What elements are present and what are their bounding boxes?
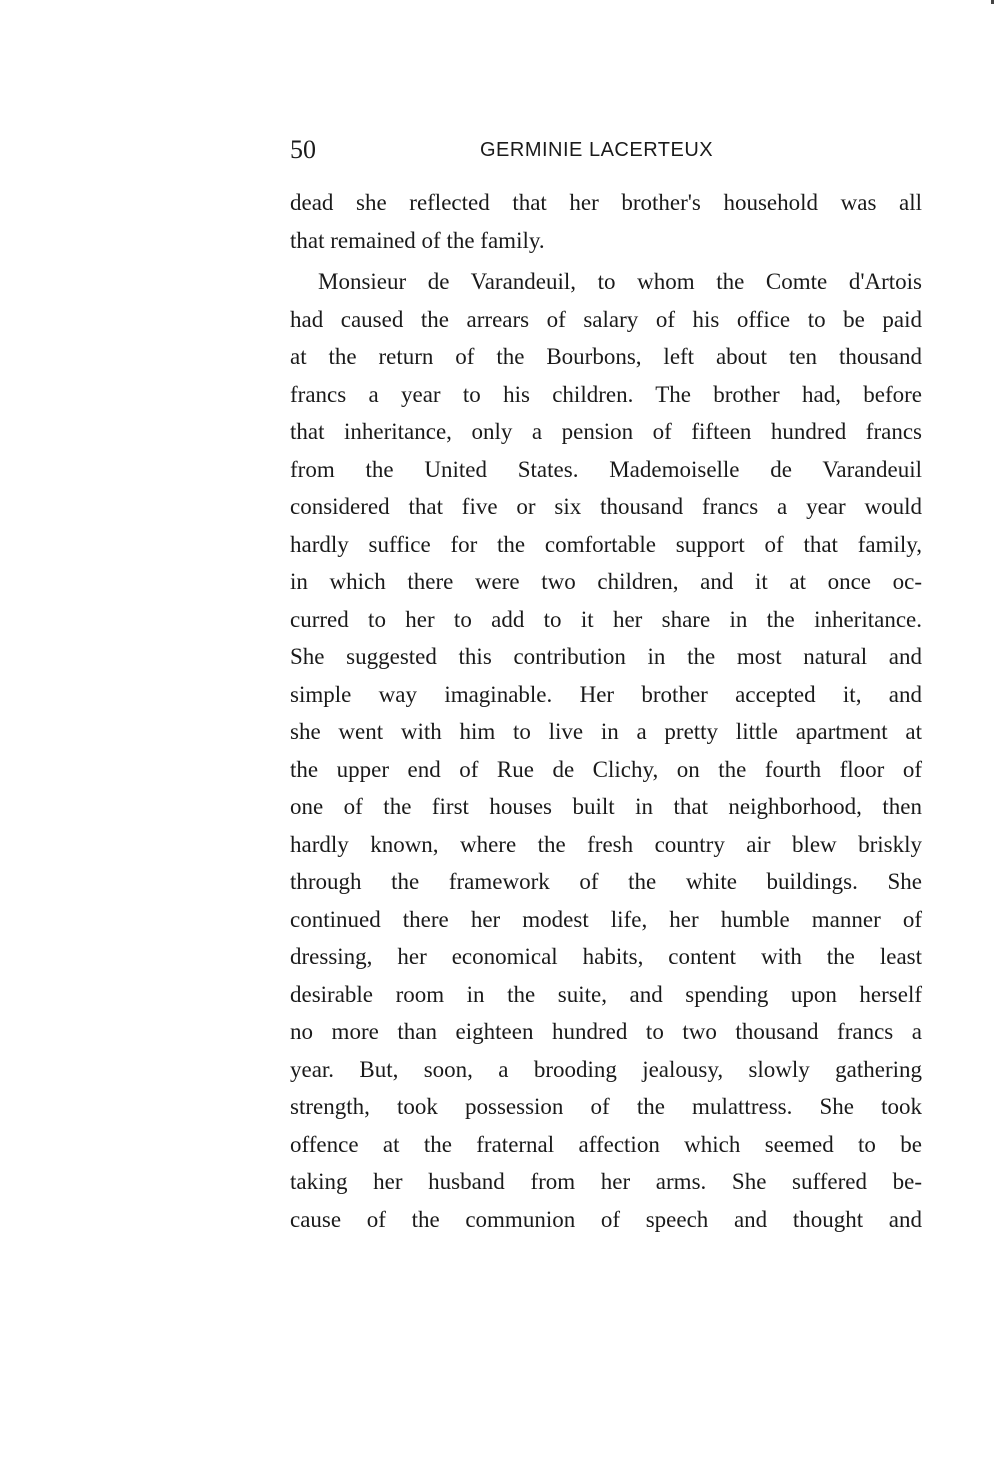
text-line: considered that five or six thousand francs a year would	[290, 494, 922, 519]
corner-mark	[991, 0, 994, 4]
text-line: dead she reflected that her brother's household was all	[290, 190, 922, 215]
text-line: through the framework of the white buildings. She	[290, 869, 922, 894]
text-line: from the United States. Mademoiselle de Varandeuil	[290, 456, 922, 482]
text-line: taking her husband from her arms. She suffered be-	[290, 1169, 922, 1194]
text-line: the upper end of Rue de Clichy, on the fourth floor of	[290, 756, 922, 782]
text-line: had caused the arrears of salary of his office to be paid	[290, 306, 922, 332]
text-line: francs a year to his children. The brother had, before	[290, 381, 922, 407]
text-line: hardly known, where the fresh country air blew briskly	[290, 831, 922, 857]
text-line: that remained of the family.	[290, 227, 545, 253]
page-number: 50	[290, 135, 316, 164]
text-line: offence at the fraternal affection which seemed to be	[290, 1131, 922, 1157]
text-line: Monsieur de Varandeuil, to whom the Comte d'Artois	[318, 269, 922, 294]
text-line: at the return of the Bourbons, left about ten thousand	[290, 344, 922, 369]
text-line: She suggested this contribution in the most natural and	[290, 644, 922, 669]
body-text	[290, 184, 922, 1238]
text-line: no more than eighteen hundred to two thousand francs a	[290, 1019, 922, 1044]
text-line: hardly suffice for the comfortable support of that family,	[290, 531, 922, 557]
text-line: dressing, her economical habits, content with the least	[290, 944, 922, 969]
running-title: GERMINIE LACERTEUX	[480, 139, 714, 161]
text-line: in which there were two children, and it at once oc-	[290, 569, 922, 594]
text-line: simple way imaginable. Her brother accepted it, and	[290, 681, 922, 707]
text-line: cause of the communion of speech and thought and	[290, 1206, 922, 1232]
text-line: that inheritance, only a pension of fifteen hundred francs	[290, 419, 922, 444]
text-line: curred to her to add to it her share in the inheritance.	[290, 606, 922, 632]
text-line: one of the first houses built in that neighborhood, then	[290, 794, 922, 819]
text-line: continued there her modest life, her humble manner of	[290, 906, 922, 932]
text-line: she went with him to live in a pretty little apartment at	[290, 719, 922, 744]
text-line: desirable room in the suite, and spending upon herself	[290, 981, 922, 1007]
text-line: year. But, soon, a brooding jealousy, slowly gathering	[290, 1056, 922, 1082]
text-line: strength, took possession of the mulattress. She took	[290, 1094, 922, 1119]
